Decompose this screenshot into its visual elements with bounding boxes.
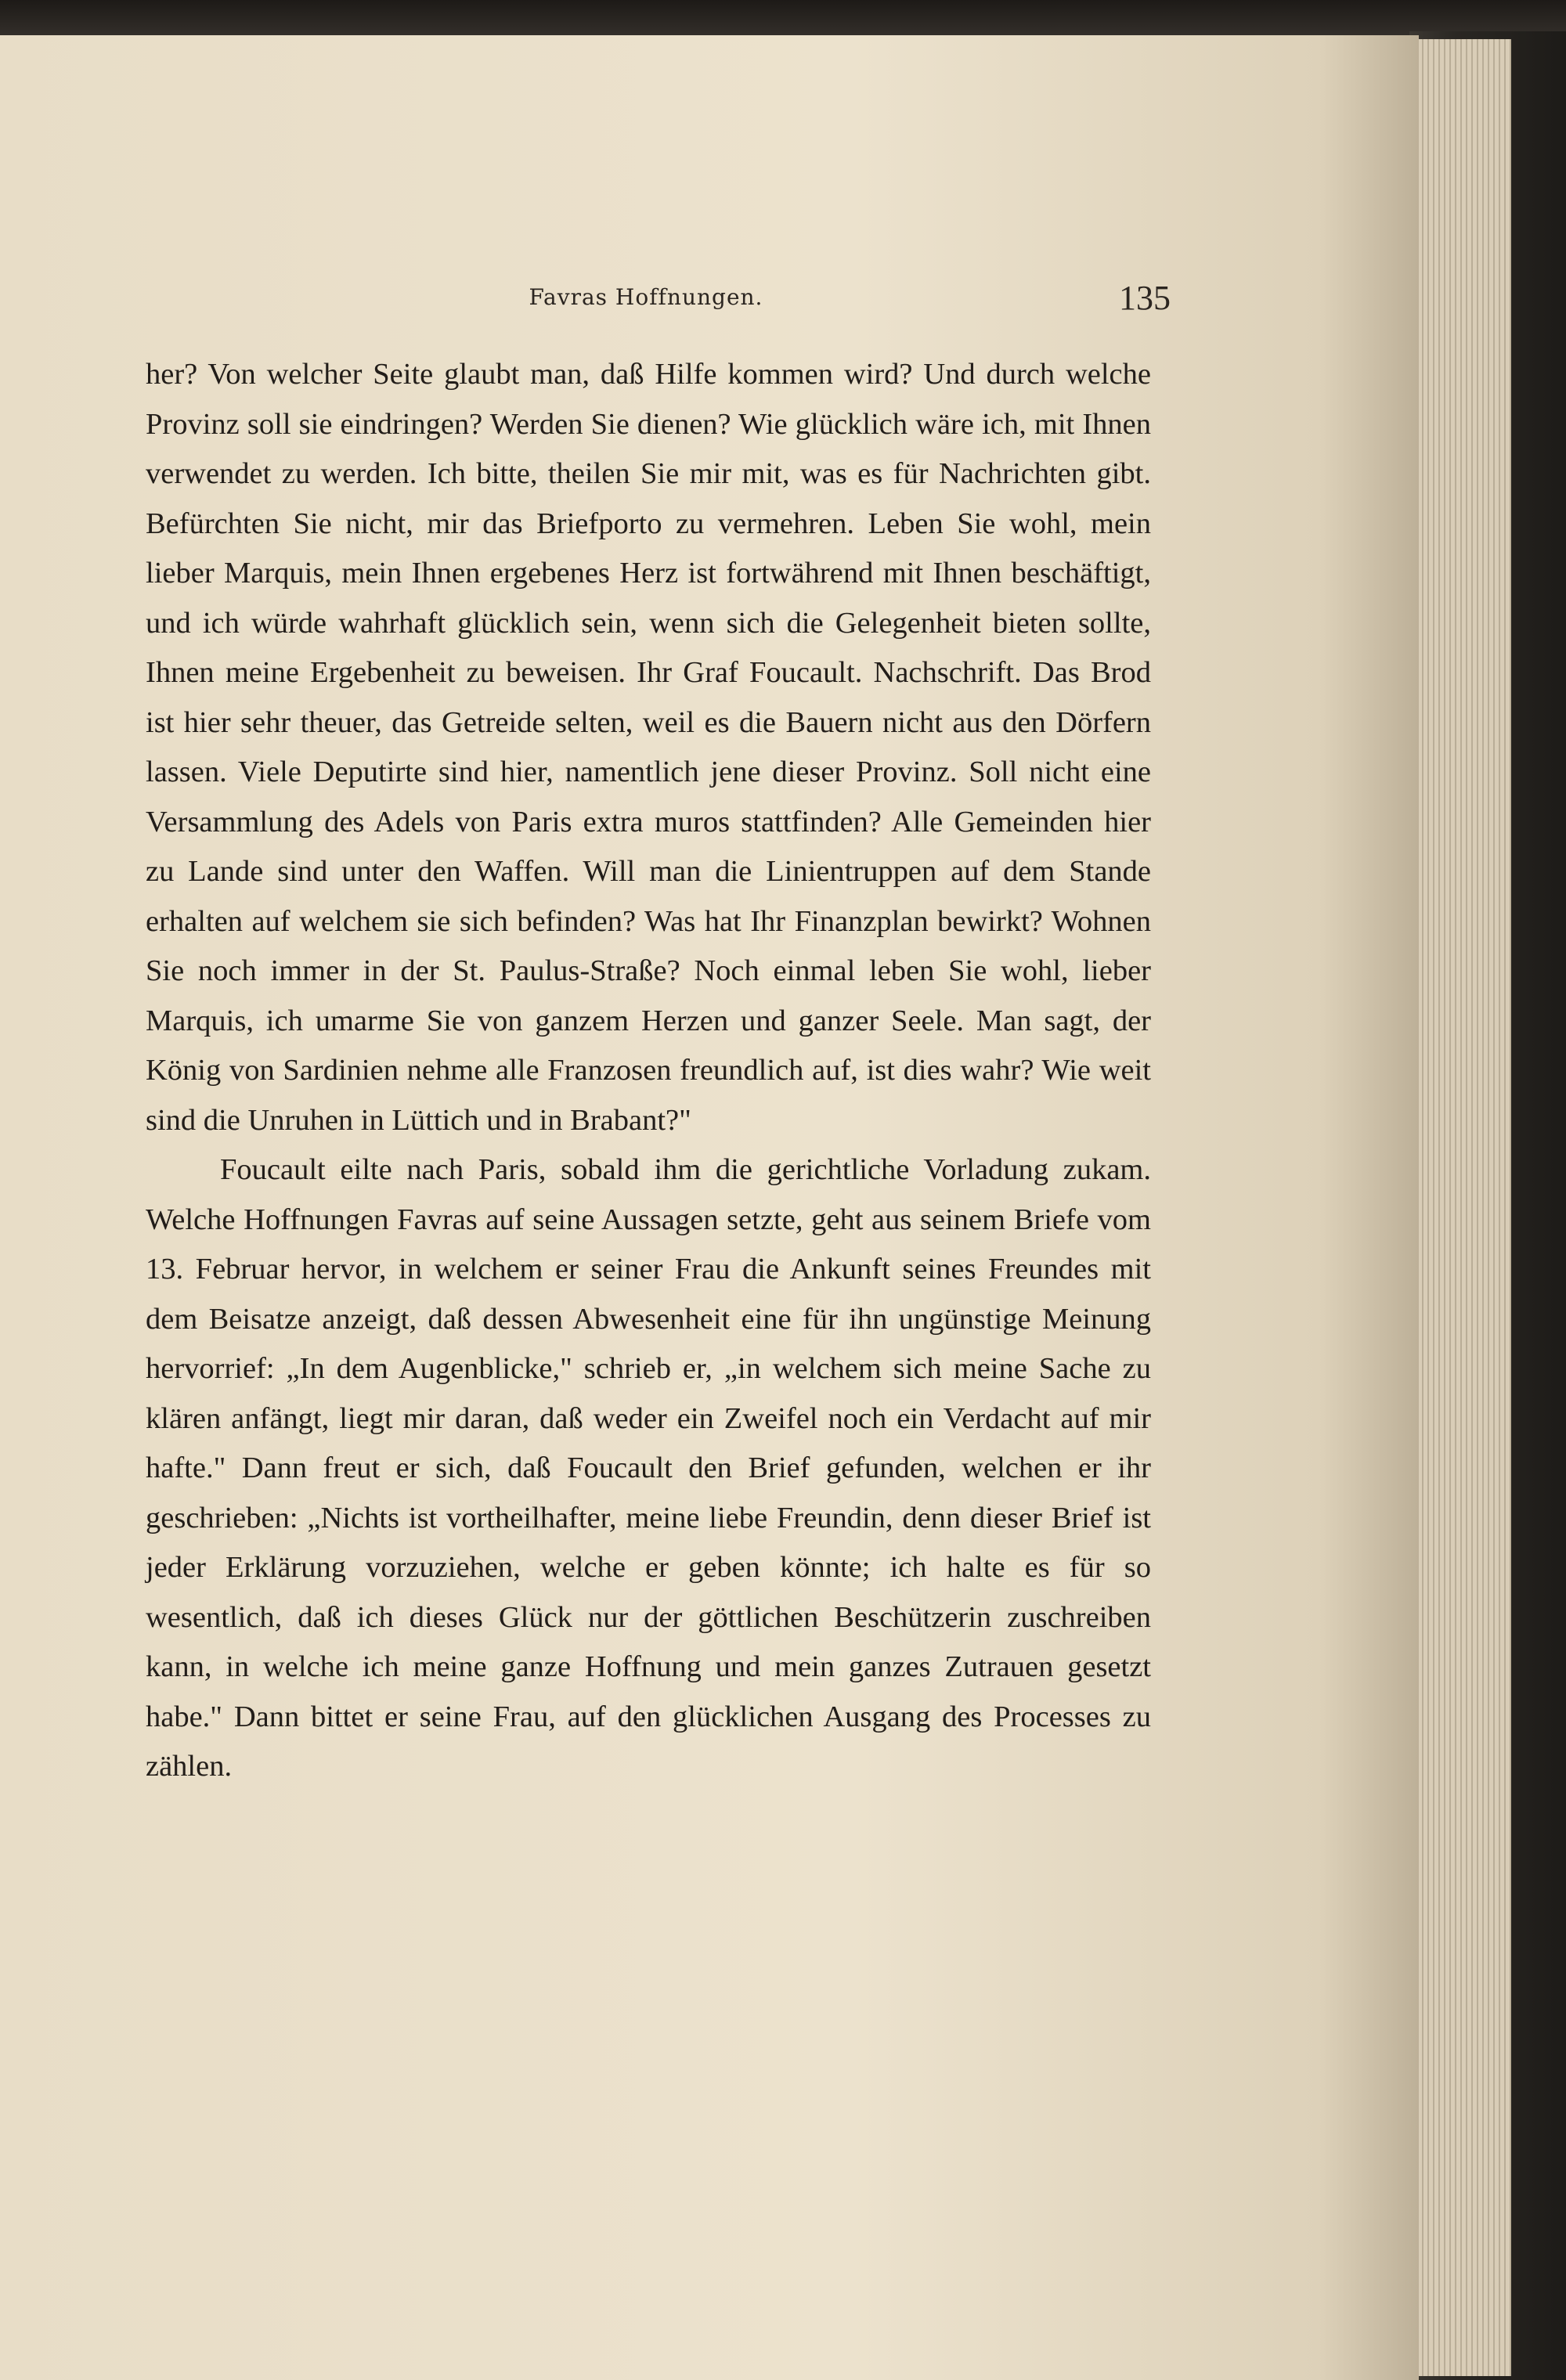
book-page	[0, 35, 1419, 2380]
body-text	[146, 350, 1151, 1792]
page-number: 135	[1119, 279, 1171, 317]
paragraph-foucault: Foucault eilte nach Paris, sobald ihm die gerichtliche Vorladung zukam. Welche Hoffnungen Favras auf seine Aussagen setzte, geht aus seinem Briefe vom 13. Februar hervor, in welchem er seiner Frau die Ankunft seines Freundes mit dem Beisatze anzeigt, daß dessen Abwesenheit eine für ihn ungünstige Meinung hervorrief: „In dem Augenblicke," schrieb er, „in welchem sich meine Sache zu klären anfängt, liegt mir daran, daß weder ein Zweifel noch ein Verdacht auf mir hafte." Dann freut er sich, daß Foucault den Brief gefunden, welchen er ihr geschrieben: „Nichts ist vortheilhafter, meine liebe Freundin, denn dieser Brief ist jeder Erklärung vorzuziehen, welche er geben könnte; ich halte es für so wesentlich, daß ich dieses Glück nur der göttlichen Beschützerin zuschreiben kann, in welche ich meine ganze Hoffnung und mein ganzes Zutrauen gesetzt habe." Dann bittet er seine Frau, auf den glücklichen Ausgang des Processes zu zählen.	[146, 1153, 1151, 1783]
running-title: Favras Hoffnungen.	[529, 284, 763, 310]
paragraph-letter-continuation: her? Von welcher Seite glaubt man, daß Hilfe kommen wird? Und durch welche Provinz soll sie eindringen? Werden Sie dienen? Wie glücklich wäre ich, mit Ihnen verwendet zu werden. Ich bitte, theilen Sie mir mit, was es für Nachrichten gibt. Befürchten Sie nicht, mir das Briefporto zu vermehren. Leben Sie wohl, mein lieber Marquis, mein Ihnen ergebenes Herz ist fortwährend mit Ihnen beschäftigt, und ich würde wahrhaft glücklich sein, wenn sich die Gelegenheit bieten sollte, Ihnen meine Ergebenheit zu beweisen. Ihr Graf Foucault. Nachschrift. Das Brod ist hier sehr theuer, das Getreide selten, weil es die Bauern nicht aus den Dörfern lassen. Viele Deputirte sind hier, namentlich jene dieser Provinz. Soll nicht eine Versammlung des Adels von Paris extra muros stattfinden? Alle Gemeinden hier zu Lande sind unter den Waffen. Will man die Linientruppen auf dem Stande erhalten auf welchem sie sich befinden? Was hat Ihr Finanzplan bewirkt? Wohnen Sie noch immer in der St. Paulus-Straße? Noch einmal leben Sie wohl, lieber Marquis, ich umarme Sie von ganzem Herzen und ganzer Seele. Man sagt, der König von Sardinien nehme alle Franzosen freundlich auf, ist dies wahr? Wie weit sind die Unruhen in Lüttich und in Brabant?"	[146, 358, 1151, 1137]
page-header	[0, 279, 1419, 326]
